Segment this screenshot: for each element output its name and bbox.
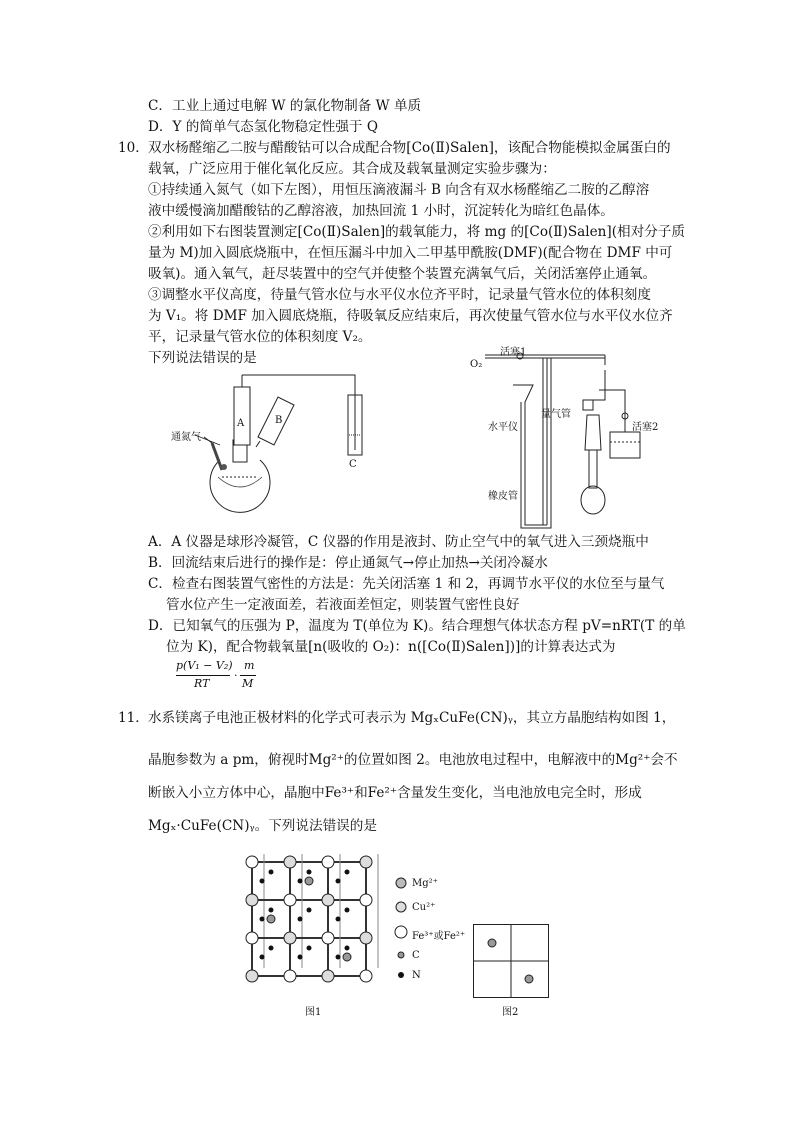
- q10-line-5: ②利用如下右图装置测定[Co(Ⅱ)Salen]的载氧能力，将 mg 的[Co(Ⅱ)Salen](相对分子质: [148, 224, 685, 240]
- q10-option-d: D．已知氧气的压强为 P，温度为 T(单位为 K)。结合理想气体状态方程 pV=nRT(T 的单: [148, 618, 686, 634]
- q10-option-c: C．检查右图装置气密性的方法是：先关闭活塞 1 和 2，再调节水平仪的水位至与量气: [148, 576, 665, 592]
- o2-label: O₂: [470, 359, 483, 370]
- q10-line-7: 吸氧)。通入氧气，赶尽装置中的空气并使整个装置充满氧气后，关闭活塞停止通氧。: [148, 266, 657, 282]
- burette-label: 量气管: [541, 409, 571, 420]
- valve1-label: 活塞1: [500, 347, 527, 358]
- q11-line-1: 水系镁离子电池正极材料的化学式可表示为 MgₓCuFe(CN)ᵧ，其立方晶胞结构如图 1，: [148, 710, 676, 726]
- q11-line-2: 晶胞参数为 a pm，俯视时Mg²⁺的位置如图 2。电池放电过程中，电解液中的Mg²⁺会不: [148, 752, 678, 768]
- tube-label: 橡皮管: [488, 491, 518, 502]
- legend-n: N: [412, 970, 421, 981]
- q10-line-1: 双水杨醛缩乙二胺与醋酸钴可以合成配合物[Co(Ⅱ)Salen]，该配合物能模拟金属蛋白的: [148, 140, 671, 156]
- q11-line-4: Mgₓ·CuFe(CN)ᵧ。下列说法错误的是: [148, 818, 377, 834]
- fig1-caption: 图1: [305, 1007, 322, 1018]
- q10-formula: p(V₁ − V₂) RT · m M: [176, 659, 255, 690]
- q11-number: 11．: [118, 710, 149, 726]
- crystal-cell-figure: [240, 850, 390, 1000]
- formula-den2: M: [242, 677, 254, 690]
- q10-line-2: 载氧，广泛应用于催化氧化反应。其合成及载氧量测定实验步骤为：: [148, 161, 556, 177]
- fig2-caption: 图2: [502, 1007, 519, 1018]
- q9-option-c: C．工业上通过电解 W 的氯化物制备 W 单质: [148, 98, 422, 114]
- q10-line-9: 为 V₁。将 DMF 加入圆底烧瓶，待吸氧反应结束后，再次使量气管水位与水平仪水位齐: [148, 308, 673, 324]
- q11-line-3: 断嵌入小立方体中心，晶胞中Fe³⁺和Fe²⁺含量发生变化，当电池放电完全时，形成: [148, 785, 642, 801]
- level-label: 水平仪: [488, 422, 518, 433]
- nitrogen-label: 通氮气: [171, 432, 201, 443]
- top-view-figure: [473, 924, 549, 998]
- formula-den1: RT: [194, 677, 210, 690]
- legend-fe: Fe³⁺或Fe²⁺: [412, 931, 466, 942]
- legend-markers: [393, 875, 409, 985]
- legend-cu: Cu²⁺: [412, 902, 436, 913]
- q10-line-4: 液中缓慢滴加醋酸钴的乙醇溶液，加热回流 1 小时，沉淀转化为暗红色晶体。: [148, 203, 614, 219]
- valve2-label: 活塞2: [632, 422, 659, 433]
- formula-num1: p(V₁ − V₂): [176, 659, 233, 672]
- q9-option-d: D．Y 的简单气态氢化物稳定性强于 Q: [148, 119, 378, 135]
- label-b: B: [275, 415, 283, 426]
- label-a: A: [237, 418, 245, 429]
- q10-option-b: B．回流结束后进行的操作是：停止通氮气→停止加热→关闭冷凝水: [148, 555, 548, 571]
- q10-line-8: ③调整水平仪高度，待量气管水位与水平仪水位齐平时，记录量气管水位的体积刻度: [148, 287, 651, 303]
- q10-option-c-cont: 管水位产生一定液面差，若液面差恒定，则装置气密性良好: [166, 597, 520, 613]
- legend-mg: Mg²⁺: [412, 878, 438, 889]
- q10-line-6: 量为 M)加入圆底烧瓶中，在恒压漏斗中加入二甲基甲酰胺(DMF)(配合物在 DMF 中可: [148, 245, 673, 261]
- q10-question: 下列说法错误的是: [148, 350, 257, 366]
- q10-line-10: 平，记录量气管水位的体积刻度 V₂。: [148, 329, 372, 345]
- q10-number: 10．: [118, 140, 149, 156]
- q10-option-a: A．A 仪器是球形冷凝管，C 仪器的作用是液封、防止空气中的氧气进入三颈烧瓶中: [148, 534, 649, 550]
- legend-c: C: [412, 950, 420, 961]
- label-c: C: [349, 459, 357, 470]
- q10-line-3: ①持续通入氮气（如下左图），用恒压滴液漏斗 B 向含有双水杨醛缩乙二胺的乙醇溶: [148, 182, 650, 198]
- formula-num2: m: [244, 659, 255, 672]
- q10-option-d-cont: 位为 K)，配合物载氧量[n(吸收的 O₂)：n([Co(Ⅱ)Salen])]的计算表达式为: [166, 639, 616, 655]
